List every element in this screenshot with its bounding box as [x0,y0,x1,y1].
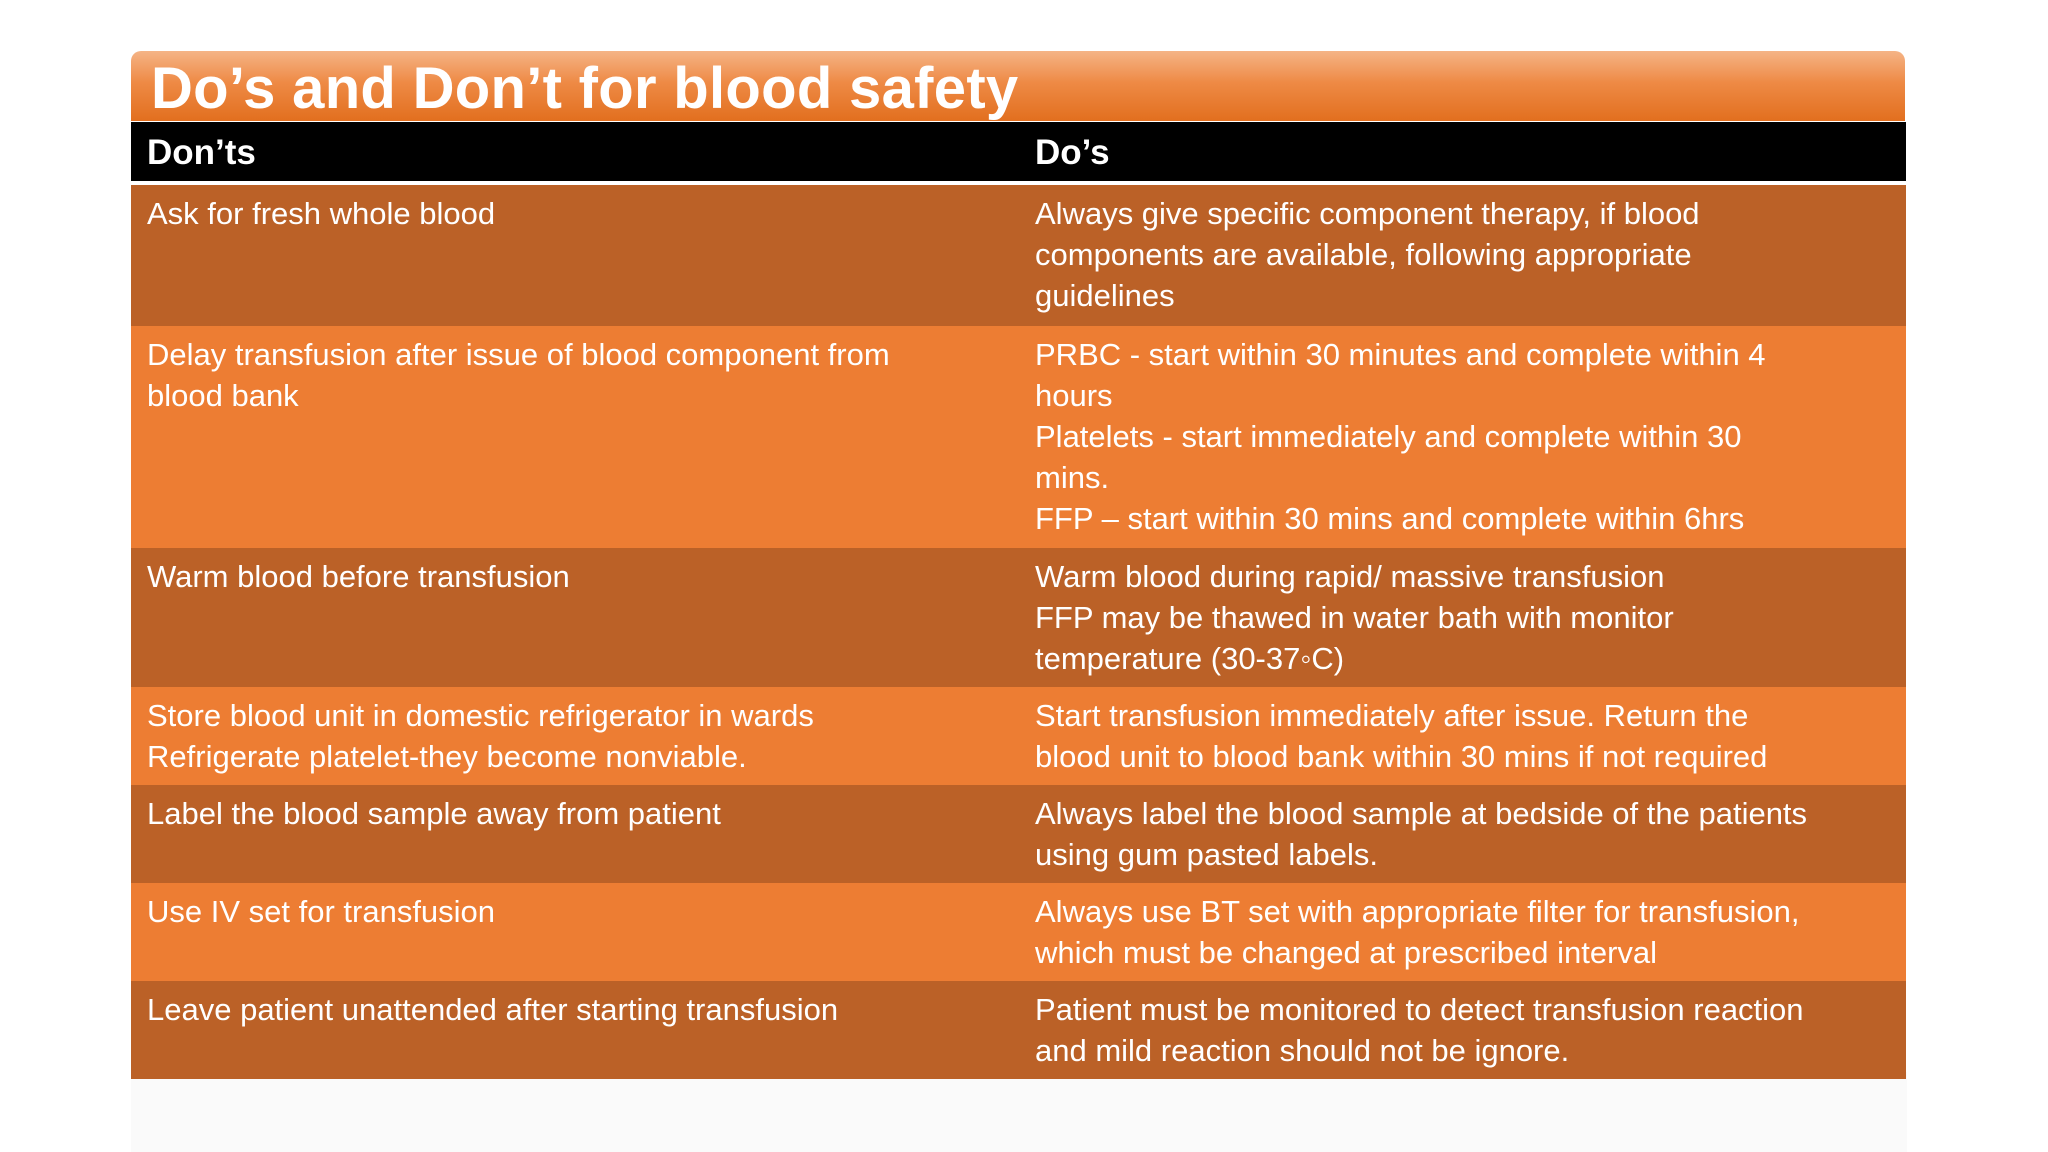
table-row [131,548,1906,687]
table-row [131,883,1906,981]
cell-text-line: Start transfusion immediately after issue. Return the [1035,698,1749,733]
donts-cell [131,989,1017,1079]
donts-cell [131,793,1017,883]
table-row [131,185,1906,326]
cell-text-line: mins. [1035,460,1110,495]
cell-text-line: Warm blood before transfusion [147,559,570,594]
header-donts: Don’ts [147,133,256,172]
cell-text-line: FFP – start within 30 mins and complete within 6hrs [1035,501,1745,536]
dos-cell [1017,989,1906,1079]
cell-text-line: Delay transfusion after issue of blood component from [147,337,890,372]
dos-cell [1017,556,1906,687]
slide-title: Do’s and Don’t for blood safety [151,56,1019,121]
table-row [131,326,1906,548]
cell-text-line: components are available, following appropriate [1035,237,1692,272]
donts-cell [131,556,1017,687]
cell-text-line: temperature (30-37◦C) [1035,641,1345,676]
blood-safety-table [131,122,1906,1079]
cell-text-line: Use IV set for transfusion [147,894,496,929]
dos-cell [1017,334,1906,548]
dos-cell [1017,695,1906,785]
cell-text-line: using gum pasted labels. [1035,837,1378,872]
cell-text-line: and mild reaction should not be ignore. [1035,1033,1570,1068]
donts-cell [131,193,1017,326]
table-row [131,785,1906,883]
cell-text-line: Ask for fresh whole blood [147,196,496,231]
cell-text-line: Platelets - start immediately and complete within 30 [1035,419,1742,454]
cell-text-line: FFP may be thawed in water bath with monitor [1035,600,1674,635]
cell-text-line: Refrigerate platelet-they become nonviable. [147,739,747,774]
table-header-row [131,122,1906,185]
cell-text-line: which must be changed at prescribed interval [1035,935,1658,970]
donts-cell [131,695,1017,785]
cell-text-line: Leave patient unattended after starting transfusion [147,992,839,1027]
cell-text-line: blood bank [147,378,299,413]
slide-bottom-area [131,1072,1907,1152]
title-bar [131,51,1905,121]
cell-text-line: Always give specific component therapy, if blood [1035,196,1700,231]
cell-text-line: Warm blood during rapid/ massive transfusion [1035,559,1665,594]
donts-cell [131,334,1017,548]
table-row [131,687,1906,785]
header-dos: Do’s [1035,133,1110,172]
cell-text-line: Label the blood sample away from patient [147,796,721,831]
cell-text-line: Patient must be monitored to detect transfusion reaction [1035,992,1804,1027]
cell-text-line: hours [1035,378,1113,413]
dos-cell [1017,891,1906,981]
dos-cell [1017,793,1906,883]
dos-cell [1017,193,1906,326]
cell-text-line: guidelines [1035,278,1175,313]
donts-cell [131,891,1017,981]
table-row [131,981,1906,1079]
cell-text-line: Always label the blood sample at bedside of the patients [1035,796,1808,831]
cell-text-line: PRBC - start within 30 minutes and complete within 4 [1035,337,1766,372]
cell-text-line: Store blood unit in domestic refrigerator in wards [147,698,814,733]
cell-text-line: Always use BT set with appropriate filter for transfusion, [1035,894,1800,929]
cell-text-line: blood unit to blood bank within 30 mins if not required [1035,739,1768,774]
